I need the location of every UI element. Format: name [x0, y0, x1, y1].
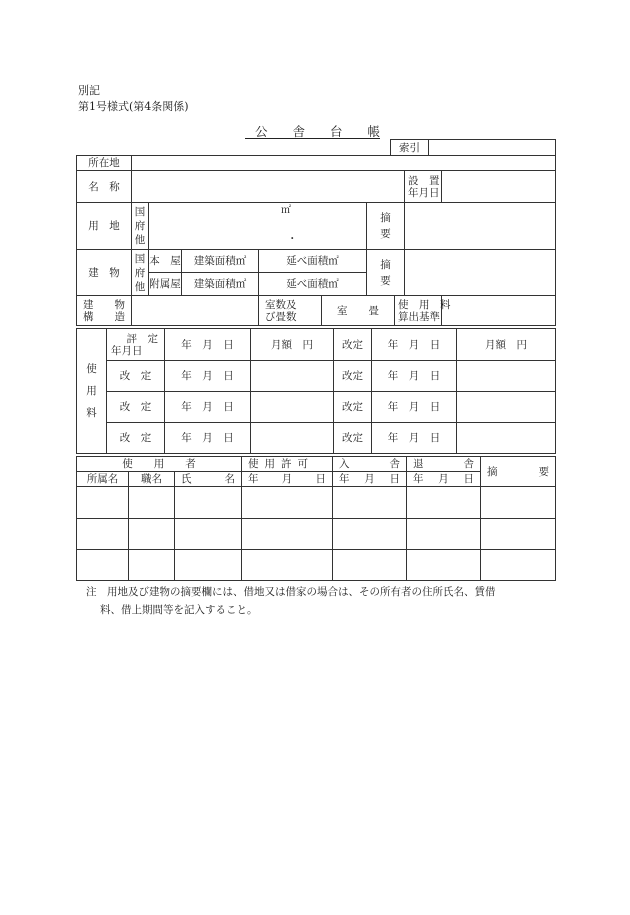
usage-fee-table — [76, 328, 556, 454]
annex-total-floor-label: 延べ面積㎡ — [259, 273, 367, 296]
table-cell[interactable] — [242, 487, 333, 519]
revision-date-field[interactable]: 年 月 日 — [372, 361, 457, 392]
revision-date-field[interactable]: 年 月 日 — [372, 423, 457, 454]
main-total-floor-label: 延べ面積㎡ — [259, 250, 367, 273]
remarks-header: 摘 要 — [481, 457, 556, 487]
revision-label: 改定 — [334, 392, 372, 423]
main-building-label: 本 屋 — [149, 250, 182, 273]
structure-field[interactable] — [132, 296, 259, 326]
table-cell[interactable] — [129, 519, 175, 550]
index-table — [390, 139, 556, 156]
revision-date-field[interactable]: 年 月 日 — [372, 392, 457, 423]
fee-basis-label: 使 用 料 算出基準 — [395, 296, 442, 326]
appendix-label: 別記 — [78, 84, 100, 97]
revision-row-label: 改 定 — [107, 361, 165, 392]
revision-date-field[interactable]: 年 月 日 — [165, 361, 251, 392]
usage-fee-label: 使 用 料 — [77, 329, 107, 454]
table-cell[interactable] — [129, 550, 175, 581]
location-label: 所在地 — [77, 156, 132, 171]
table-cell[interactable] — [333, 519, 407, 550]
location-field[interactable] — [132, 156, 556, 171]
table-cell[interactable] — [407, 550, 481, 581]
table-cell[interactable] — [77, 487, 129, 519]
property-table — [76, 155, 556, 326]
land-remarks-field[interactable] — [405, 203, 556, 250]
table-cell[interactable] — [481, 487, 556, 519]
table-cell[interactable] — [407, 487, 481, 519]
revision-amount-field[interactable] — [457, 361, 556, 392]
table-cell[interactable] — [129, 487, 175, 519]
users-table — [76, 456, 556, 581]
land-ownership-label: 国 府 他 — [132, 203, 149, 250]
revision-date-field[interactable]: 年 月 日 — [372, 329, 457, 361]
revision-date-field[interactable]: 年 月 日 — [165, 423, 251, 454]
moveout-group-header: 退 舎 — [407, 457, 481, 472]
moveout-date-header: 年 月 日 — [407, 472, 481, 487]
established-label: 設 置 年月日 — [405, 171, 442, 203]
structure-label: 建 物 構 造 — [77, 296, 132, 326]
revision-amount-field[interactable] — [251, 423, 334, 454]
name-label: 名 称 — [77, 171, 132, 203]
rooms-label: 室数及 び畳数 — [259, 296, 322, 326]
revision-amount-field[interactable] — [251, 361, 334, 392]
table-cell[interactable] — [333, 487, 407, 519]
evaluated-label: 評 定 年月日 — [107, 329, 165, 361]
index-field[interactable] — [429, 140, 556, 156]
revision-date-field[interactable]: 年 月 日 — [165, 392, 251, 423]
building-label: 建 物 — [77, 250, 132, 296]
land-area-field[interactable] — [149, 203, 367, 250]
revision-row-label: 改 定 — [107, 392, 165, 423]
main-build-area-label: 建築面積㎡ — [182, 250, 259, 273]
user-group-header: 使 用 者 — [77, 457, 242, 472]
table-cell[interactable] — [242, 519, 333, 550]
form-number: 第1号様式(第4条関係) — [78, 100, 189, 113]
table-cell[interactable] — [175, 519, 242, 550]
table-cell[interactable] — [77, 550, 129, 581]
note-line-1: 注 用地及び建物の摘要欄には、借地又は借家の場合は、その所有者の住所氏名、賃借 — [86, 586, 496, 598]
page-title: 公 舎 台 帳 — [255, 124, 381, 139]
name-header: 氏 名 — [175, 472, 242, 487]
revision-amount-field[interactable] — [457, 423, 556, 454]
evaluated-monthly-field[interactable]: 月額 円 — [251, 329, 334, 361]
land-remarks-label: 摘 要 — [367, 203, 405, 250]
affiliation-header: 所属名 — [77, 472, 129, 487]
revision-label: 改定 — [334, 423, 372, 454]
revision-monthly-field[interactable]: 月額 円 — [457, 329, 556, 361]
table-cell[interactable] — [481, 550, 556, 581]
table-cell[interactable] — [242, 550, 333, 581]
revision-label: 改定 — [334, 361, 372, 392]
table-cell[interactable] — [77, 519, 129, 550]
table-cell[interactable] — [481, 519, 556, 550]
movein-date-header: 年 月 日 — [333, 472, 407, 487]
annex-build-area-label: 建築面積㎡ — [182, 273, 259, 296]
name-field[interactable] — [132, 171, 405, 203]
table-cell[interactable] — [333, 550, 407, 581]
table-cell[interactable] — [407, 519, 481, 550]
annex-label: 附属屋 — [149, 273, 182, 296]
revision-amount-field[interactable] — [251, 392, 334, 423]
movein-group-header: 入 舎 — [333, 457, 407, 472]
permit-group-header: 使用許可 — [242, 457, 333, 472]
rooms-tatami-field[interactable]: 室 畳 — [322, 296, 395, 326]
table-cell[interactable] — [175, 487, 242, 519]
note-line-2: 料、借上期間等を記入すること。 — [100, 604, 258, 616]
land-label: 用 地 — [77, 203, 132, 250]
index-label: 索引 — [391, 140, 429, 156]
building-remarks-label: 摘 要 — [367, 250, 405, 296]
decimal-dot: ・ — [287, 233, 298, 245]
revision-amount-field[interactable] — [457, 392, 556, 423]
fee-basis-field[interactable] — [442, 296, 556, 326]
table-cell[interactable] — [175, 550, 242, 581]
job-title-header: 職名 — [129, 472, 175, 487]
sqm-unit: ㎡ — [281, 205, 291, 216]
building-ownership-label: 国 府 他 — [132, 250, 149, 296]
title-underline — [245, 138, 380, 139]
evaluated-date-field[interactable]: 年 月 日 — [165, 329, 251, 361]
building-remarks-field[interactable] — [405, 250, 556, 296]
revision-label: 改定 — [334, 329, 372, 361]
established-field[interactable] — [442, 171, 556, 203]
revision-row-label: 改 定 — [107, 423, 165, 454]
permit-date-header: 年 月 日 — [242, 472, 333, 487]
